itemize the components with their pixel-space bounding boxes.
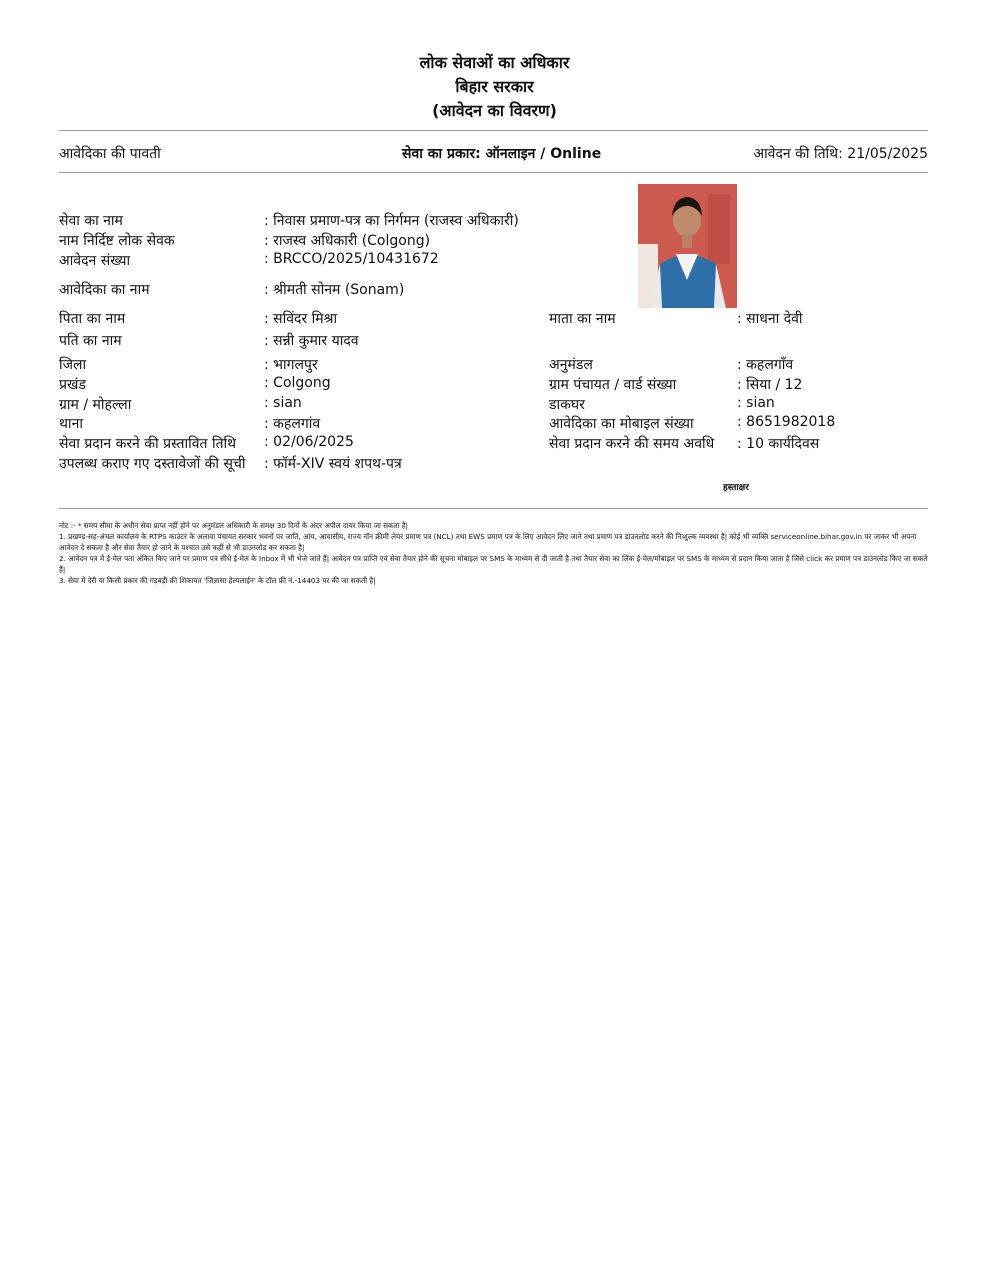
service-name-label: सेवा का नाम xyxy=(59,213,123,229)
applicant-name-value: : श्रीमती सोनम (Sonam) xyxy=(264,282,405,298)
police-station-value: : कहलगांव xyxy=(264,416,321,432)
header-subtitle: (आवेदन का विवरण) xyxy=(432,101,557,120)
documents-label: उपलब्ध कराए गए दस्तावेजों की सूची xyxy=(59,456,246,472)
post-office-value: : sian xyxy=(737,395,775,411)
note-line: 1. प्रखण्ड-सह-अंचल कार्यालय के RTPS काउंटर के अलावा पंचायत सरकार भवनों पर जाति, आय, आवासीय, राज्य नॉन क्रीमी लेयर प्रमाण पत्र (NCL) तथा EWS प्रमाण पत्र के लिए आवेदन लिए जाने तथा प्रमाण पत्र डाउनलोड करने की निःशुल्क व्यवस्था है| कोई भी व्यक्ति serviceonline.bihar.gov.in पर जाकर भी अपना आवेदन दे सकता है और सेवा तैयार हो जाने के पश्चात उसे कहीं से भी डाउनलोड कर सकता है| xyxy=(59,532,917,552)
person-photo-icon xyxy=(638,184,737,308)
service-name-value: : निवास प्रमाण-पत्र का निर्गमन (राजस्व अधिकारी) xyxy=(264,213,519,229)
husband-name-value: : सन्नी कुमार यादव xyxy=(264,333,359,349)
application-number-value: : BRCCO/2025/10431672 xyxy=(264,251,439,267)
mobile-label: आवेदिका का मोबाइल संख्या xyxy=(549,416,694,432)
divider-middle xyxy=(59,172,928,173)
district-value: : भागलपुर xyxy=(264,357,318,373)
mobile-value: : 8651982018 xyxy=(737,414,836,430)
service-type: सेवा का प्रकार: ऑनलाइन / Online xyxy=(402,146,602,162)
header-title: लोक सेवाओं का अधिकार xyxy=(419,53,570,72)
village-label: ग्राम / मोहल्ला xyxy=(59,397,132,413)
father-name-value: : सविंदर मिश्रा xyxy=(264,311,338,327)
designated-officer-value: : राजस्व अधिकारी (Colgong) xyxy=(264,233,431,249)
divider-top xyxy=(59,130,928,131)
signature-label: हस्ताक्षर xyxy=(723,483,749,493)
application-date: आवेदन की तिथि: 21/05/2025 xyxy=(753,146,928,162)
note-line: 2. आवेदन पत्र में ई-मेल पता अंकित किए जाने पर प्रमाण पत्र सीधे ई-मेल के Inbox में भी भेजे जाते हैं| आवेदन पत्र प्राप्ति एवं सेवा तैयार होने की सूचना मोबाइल पर SMS के माध्यम से दी जाती है तथा तैयार सेवा का लिंक ई-मेल/मोबाइल पर SMS के माध्यम से प्रदान किया जाता है जिसे click कर प्रमाण पत्र डाउनलोड किए जा सकते हैं| xyxy=(59,554,928,574)
note-line: नोट :- * समय सीमा के अधीन सेवा प्राप्त नहीं होने पर अनुमंडल अधिकारी के समक्ष 30 दिनों के अंदर अपील दायर किया जा सकता है| xyxy=(59,521,409,530)
subdivision-label: अनुमंडल xyxy=(549,357,593,373)
subdivision-value: : कहलगाँव xyxy=(737,357,794,373)
receipt-label: आवेदिका की पावती xyxy=(59,146,161,162)
header-government: बिहार सरकार xyxy=(455,77,534,96)
village-value: : sian xyxy=(264,395,302,411)
notes-section xyxy=(59,520,929,586)
documents-value: : फॉर्म-XIV स्वयं शपथ-पत्र xyxy=(264,456,402,472)
note-line: 3. सेवा में देरी या किसी प्रकार की गड़बड़ी की शिकायत 'जिज्ञासा हेल्पलाईन' के टॉल फ्री नं.-14403 पर की जा सकती है| xyxy=(59,576,376,585)
father-name-label: पिता का नाम xyxy=(59,311,126,327)
service-date-label: सेवा प्रदान करने की प्रस्तावित तिथि xyxy=(59,436,237,452)
panchayat-label: ग्राम पंचायत / वार्ड संख्या xyxy=(549,377,677,393)
district-label: जिला xyxy=(59,357,87,373)
divider-bottom xyxy=(59,508,928,509)
husband-name-label: पति का नाम xyxy=(59,333,122,349)
service-date-value: : 02/06/2025 xyxy=(264,434,354,450)
designated-officer-label: नाम निर्दिष्ट लोक सेवक xyxy=(59,233,175,249)
applicant-photo xyxy=(638,184,737,308)
application-number-label: आवेदन संख्या xyxy=(59,253,131,269)
mother-name-label: माता का नाम xyxy=(549,311,616,327)
panchayat-value: : सिया / 12 xyxy=(737,377,803,393)
service-period-value: : 10 कार्यदिवस xyxy=(737,436,820,452)
police-station-label: थाना xyxy=(59,416,83,432)
post-office-label: डाकघर xyxy=(549,397,585,413)
block-value: : Colgong xyxy=(264,375,331,391)
mother-name-value: : साधना देवी xyxy=(737,311,803,327)
block-label: प्रखंड xyxy=(59,377,86,393)
applicant-name-label: आवेदिका का नाम xyxy=(59,282,150,298)
service-period-label: सेवा प्रदान करने की समय अवधि xyxy=(549,436,715,452)
